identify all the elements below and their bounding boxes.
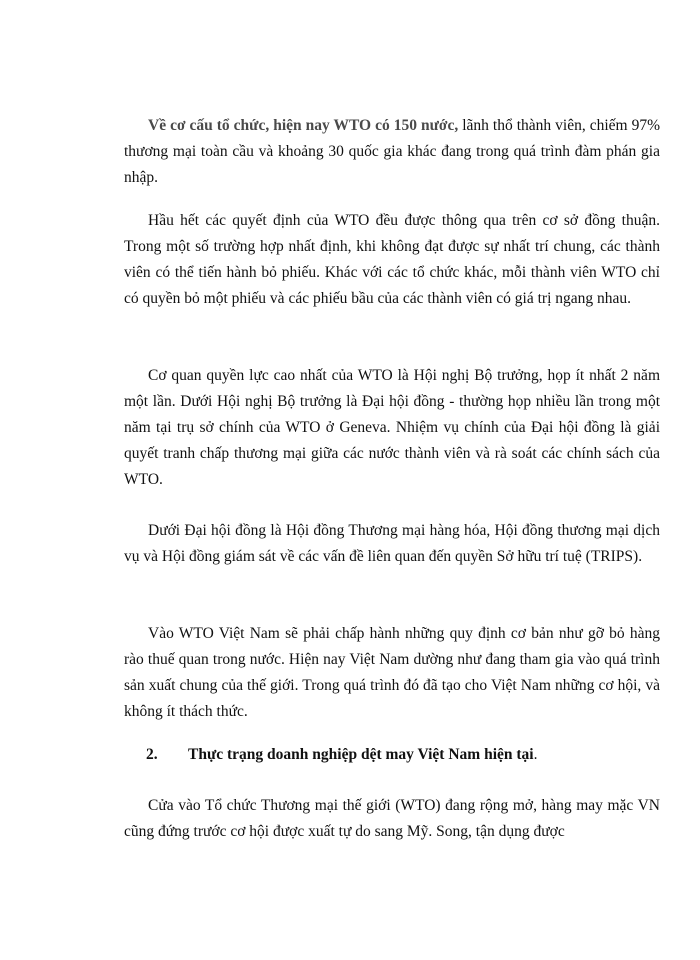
paragraph-textile-opportunity: Cửa vào Tổ chức Thương mại thế giới (WTO) đang rộng mở, hàng may mặc VN cũng đứng trước cơ hội được xuất tự do sang Mỹ. Song, tận dụng được bbox=[124, 797, 660, 840]
paragraph-decision-making: Hầu hết các quyết định của WTO đều được thông qua trên cơ sở đồng thuận. Trong một số trường hợp nhất định, khi không đạt được sự nhất trí chung, các thành viên có thể tiến hành bỏ phiếu. Khác với các tổ chức khác, mỗi thành viên WTO chỉ có quyền bỏ một phiếu và các phiếu bầu của các thành viên có giá trị ngang nhau. bbox=[124, 212, 660, 307]
paragraph-organization-structure bbox=[124, 113, 660, 191]
paragraph-bold-lead: Về cơ cấu tổ chức, hiện nay WTO có 150 nước, bbox=[148, 117, 459, 134]
paragraph-ministerial-conference: Cơ quan quyền lực cao nhất của WTO là Hội nghị Bộ trưởng, họp ít nhất 2 năm một lần. Dưới Hội nghị Bộ trưởng là Đại hội đồng - thường họp nhiều lần trong một năm tại trụ sở chính của WTO ở Geneva. Nhiệm vụ chính của Đại hội đồng là giải quyết tranh chấp thương mại giữa các nước thành viên và rà soát các chính sách của WTO. bbox=[124, 367, 660, 488]
section-title: Thực trạng doanh nghiệp dệt may Việt Nam hiện tại bbox=[188, 746, 534, 763]
section-heading bbox=[124, 742, 660, 768]
paragraph-vietnam-wto: Vào WTO Việt Nam sẽ phải chấp hành những quy định cơ bản như gỡ bỏ hàng rào thuế quan trong nước. Hiện nay Việt Nam dường như đang tham gia vào quá trình sản xuất chung của thế giới. Trong quá trình đó đã tạo cho Việt Nam những cơ hội, và không ít thách thức. bbox=[124, 625, 660, 720]
paragraph-text: lãnh thổ thành viên, chiếm 97% thương mại toàn cầu và khoảng 30 quốc gia khác đang trong quá trình đàm phán gia nhập. bbox=[124, 117, 660, 186]
section-number: 2. bbox=[146, 746, 158, 763]
section-title-period: . bbox=[533, 746, 538, 763]
paragraph-councils: Dưới Đại hội đồng là Hội đồng Thương mại hàng hóa, Hội đồng thương mại dịch vụ và Hội đồng giám sát về các vấn đề liên quan đến quyền Sở hữu trí tuệ (TRIPS). bbox=[124, 522, 660, 565]
